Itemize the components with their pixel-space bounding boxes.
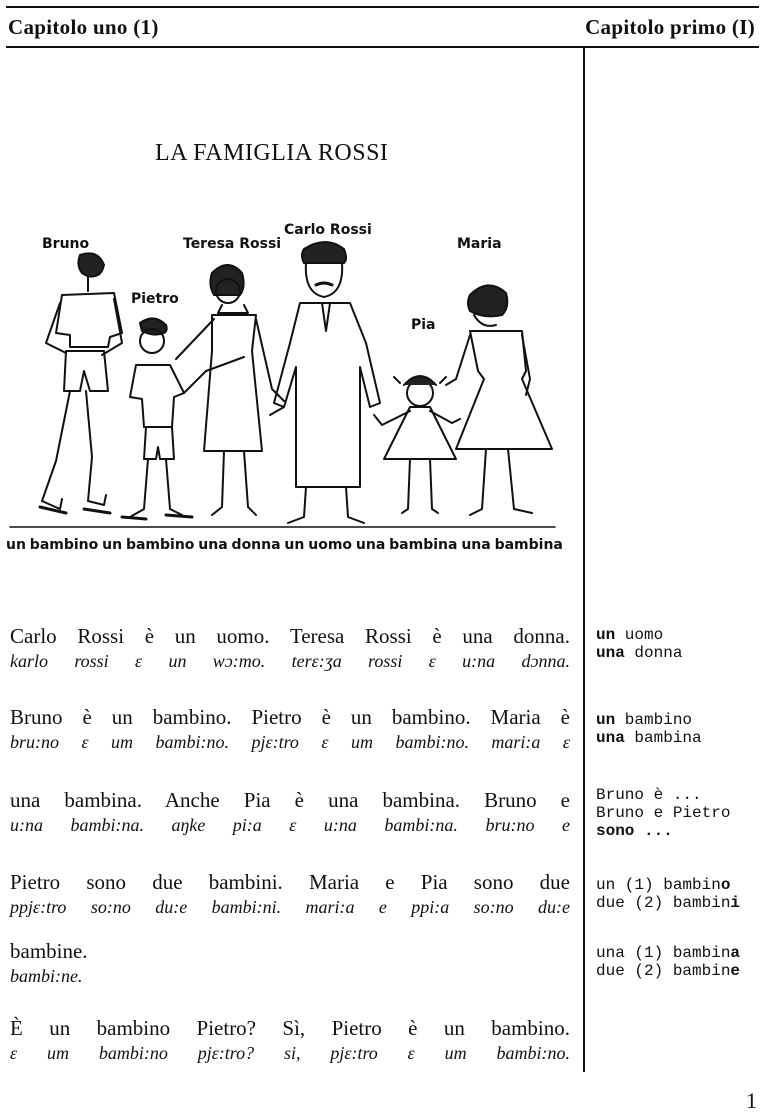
figure-maria <box>446 285 552 515</box>
text-line-5 <box>10 937 570 987</box>
italian-line: Bruno è un bambino. Pietro è un bambino. Maria è <box>10 705 570 729</box>
italian-line: Pietro sono due bambini. Maria e Pia sono due <box>10 870 570 894</box>
text-line-1 <box>10 622 570 672</box>
label-teresa: Teresa Rossi <box>183 236 282 252</box>
margin-note-2: un bambino una bambina <box>596 711 702 747</box>
figure-pietro <box>122 318 244 519</box>
header-rule <box>6 46 759 48</box>
margin-note-5: una (1) bambina due (2) bambine <box>596 944 741 980</box>
italian-line: Carlo Rossi è un uomo. Teresa Rossi è una donna. <box>10 624 570 648</box>
figure-caption: un bambino un bambino una donna un uomo una bambina una bambina <box>6 537 563 553</box>
family-illustration <box>0 215 560 535</box>
italian-line: È un bambino Pietro? Sì, Pietro è un bambino. <box>10 1016 570 1040</box>
top-rule <box>6 6 759 8</box>
text-line-3 <box>10 786 570 836</box>
chapter-header-left: Capitolo uno (1) <box>8 15 159 39</box>
page-number: 1 <box>746 1088 757 1113</box>
text-line-4 <box>10 868 570 918</box>
margin-note-4: un (1) bambino due (2) bambini <box>596 876 741 912</box>
italian-line: bambine. <box>10 939 88 963</box>
label-pia: Pia <box>411 317 436 333</box>
text-line-6 <box>10 1014 570 1064</box>
phonetic-line: ɛ um bambi:no pjɛ:tro? si, pjɛ:tro ɛ um bambi:no. <box>10 1043 570 1063</box>
figure-carlo <box>270 242 380 523</box>
phonetic-line: ppjɛ:tro so:no du:e bambi:ni. mari:a e ppi:a so:no du:e <box>10 897 570 917</box>
italian-line: una bambina. Anche Pia è una bambina. Bruno e <box>10 788 570 812</box>
figure-teresa <box>176 265 284 515</box>
figure-pia <box>374 376 460 513</box>
margin-column-rule <box>583 48 585 1072</box>
margin-note-1: un uomo una donna <box>596 626 683 662</box>
label-maria: Maria <box>457 236 502 252</box>
label-pietro: Pietro <box>131 291 179 307</box>
margin-note-3: Bruno è ... Bruno e Pietro sono ... <box>596 786 731 840</box>
figure-bruno <box>40 253 122 513</box>
label-bruno: Bruno <box>42 236 90 252</box>
text-line-2 <box>10 703 570 753</box>
phonetic-line: bambi:ne. <box>10 966 83 986</box>
phonetic-line: bru:no ɛ um bambi:no. pjɛ:tro ɛ um bambi:no. mari:a ɛ <box>10 732 570 752</box>
page-title: LA FAMIGLIA ROSSI <box>155 140 389 166</box>
label-carlo: Carlo Rossi <box>284 222 372 238</box>
chapter-header-right: Capitolo primo (I) <box>585 15 755 39</box>
phonetic-line: karlo rossi ɛ un wɔ:mo. terɛ:ʒa rossi ɛ u:na dɔnna. <box>10 651 570 671</box>
phonetic-line: u:na bambi:na. aŋke pi:a ɛ u:na bambi:na. bru:no e <box>10 815 570 835</box>
